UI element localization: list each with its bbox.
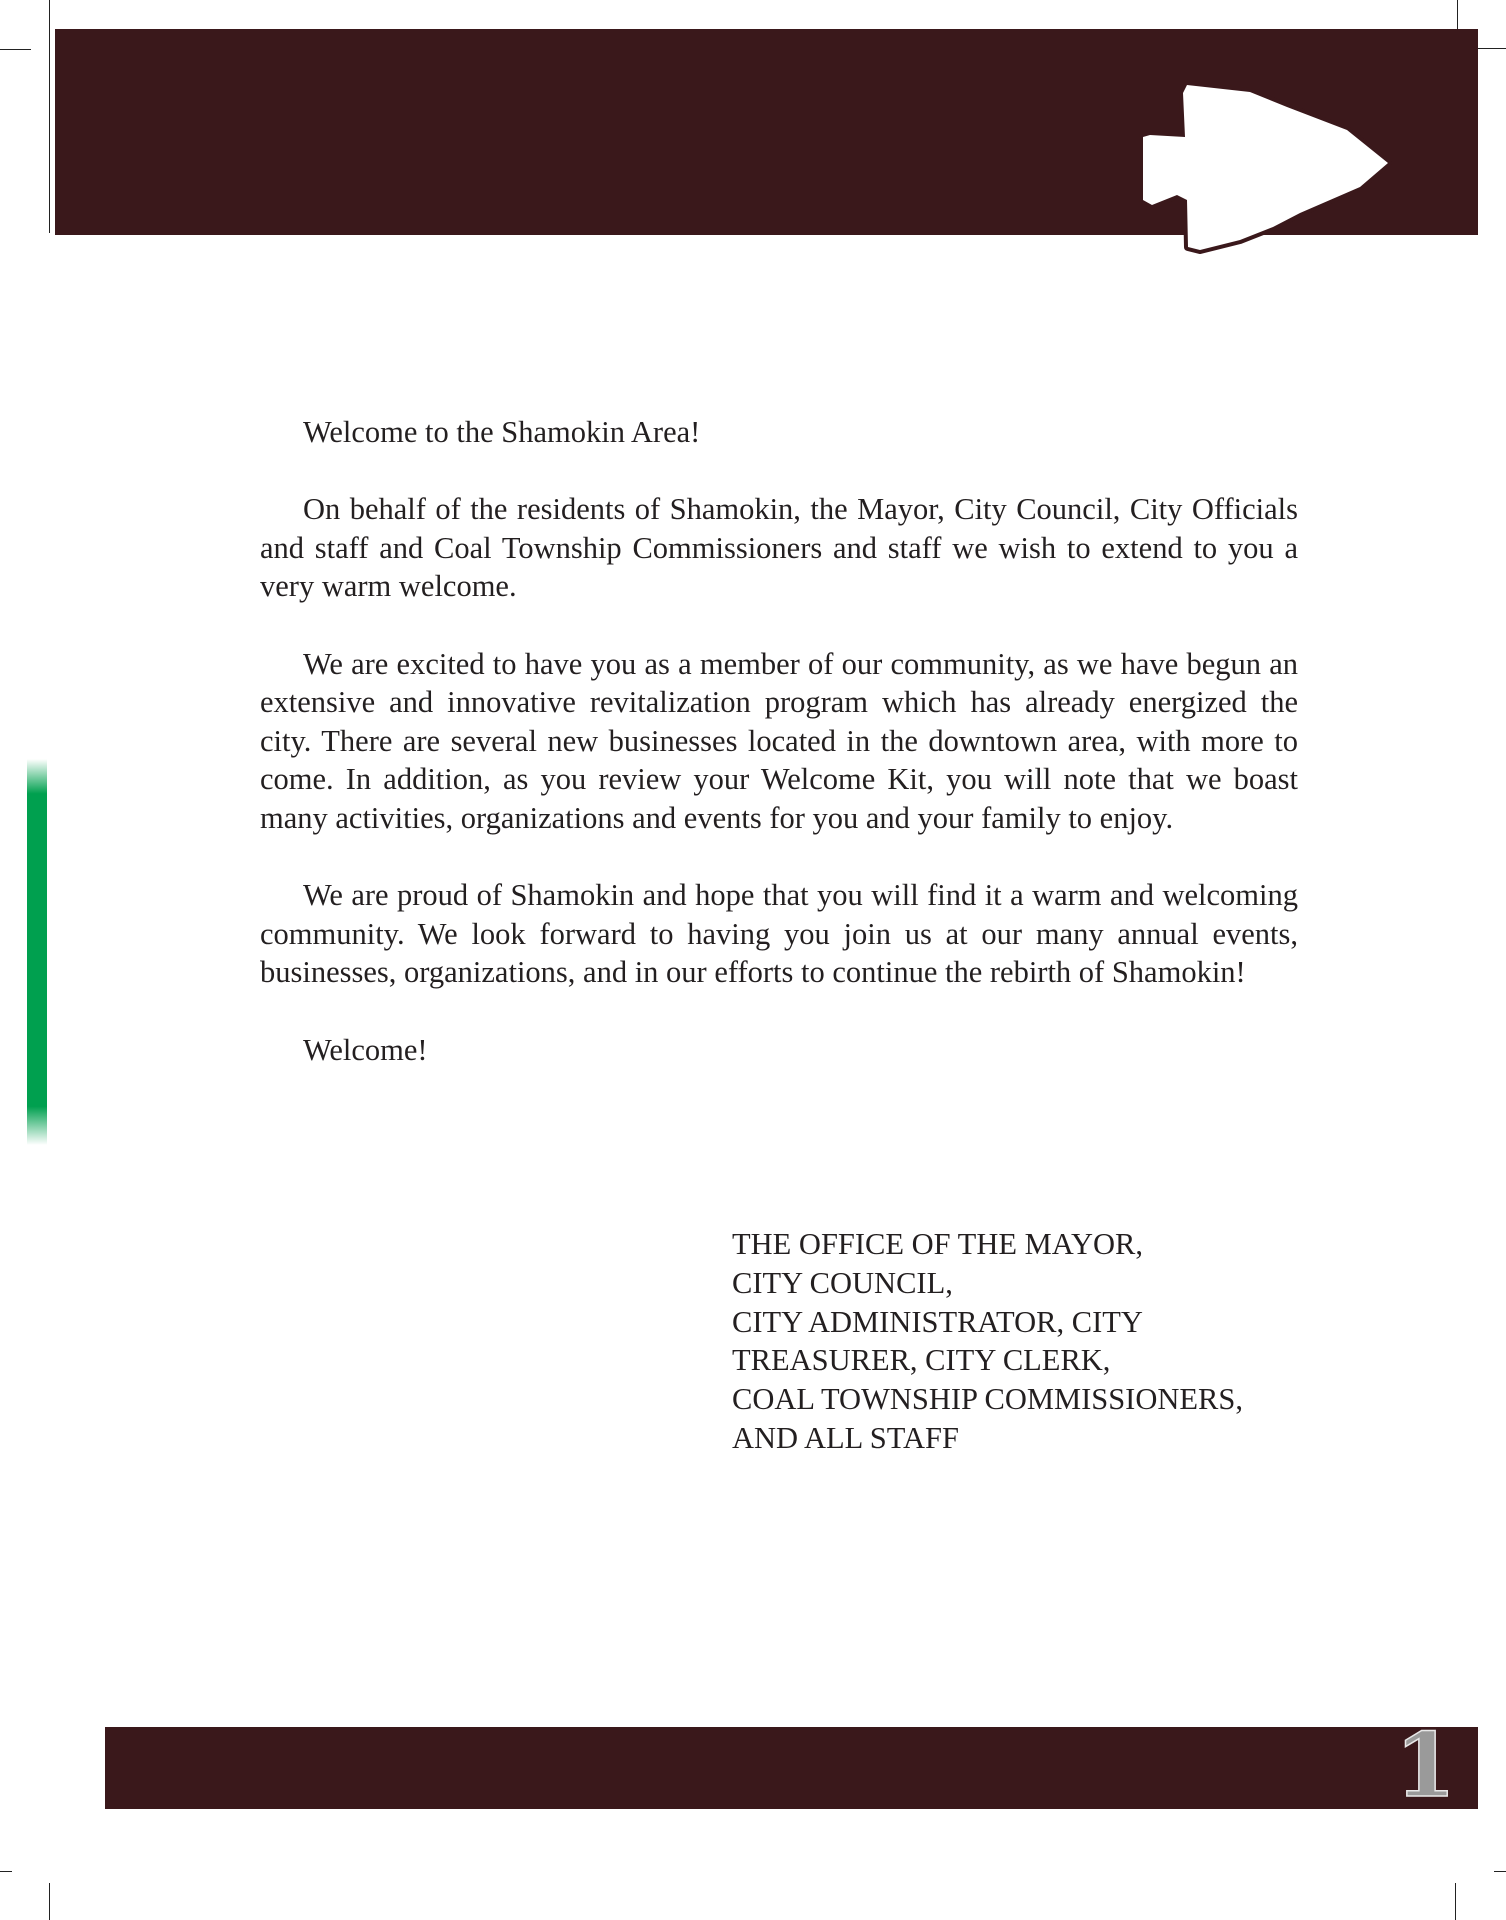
letter-paragraph: We are proud of Shamokin and hope that you will find it a warm and welcoming community. We look forward to having you join us at our many annual events, businesses, organizations, and in our efforts to continue the rebirth of Shamokin!: [260, 878, 1298, 990]
letter-closing: Welcome!: [303, 1032, 428, 1067]
welcome-letter: [260, 413, 1298, 1108]
crop-mark: [0, 1871, 12, 1872]
signature-line: CITY COUNCIL,: [732, 1265, 953, 1300]
letter-paragraph: We are excited to have you as a member of our community, as we have begun an extensive and innovative revitalization program which has already energized the city. There are several new businesses located in the downtown area, with more to come. In addition, as you review your Welcome Kit, you will note that we boast many activities, organizations and events for you and your family to enjoy.: [260, 646, 1298, 835]
page-number: 1: [1394, 1713, 1456, 1817]
letter-greeting: Welcome to the Shamokin Area!: [303, 415, 701, 449]
crop-mark: [49, 1883, 50, 1920]
arrowhead-icon: [0, 0, 1506, 300]
signature-line: THE OFFICE OF THE MAYOR,: [732, 1227, 1143, 1261]
green-accent-bar: [27, 759, 47, 1145]
crop-mark: [1455, 1883, 1456, 1920]
signature-line: CITY ADMINISTRATOR, CITY: [732, 1304, 1143, 1339]
signature-line: COAL TOWNSHIP COMMISSIONERS,: [732, 1382, 1243, 1417]
signature-line: TREASURER, CITY CLERK,: [732, 1343, 1111, 1378]
signature-line: AND ALL STAFF: [732, 1420, 959, 1455]
footer-bar: [105, 1713, 1478, 1817]
crop-mark: [1494, 1871, 1506, 1872]
letter-paragraph: On behalf of the residents of Shamokin, the Mayor, City Council, City Officials and staff and Coal Township Commissioners and staff we wish to extend to you a very warm welcome.: [260, 492, 1298, 604]
signature-block: [732, 1225, 1243, 1458]
